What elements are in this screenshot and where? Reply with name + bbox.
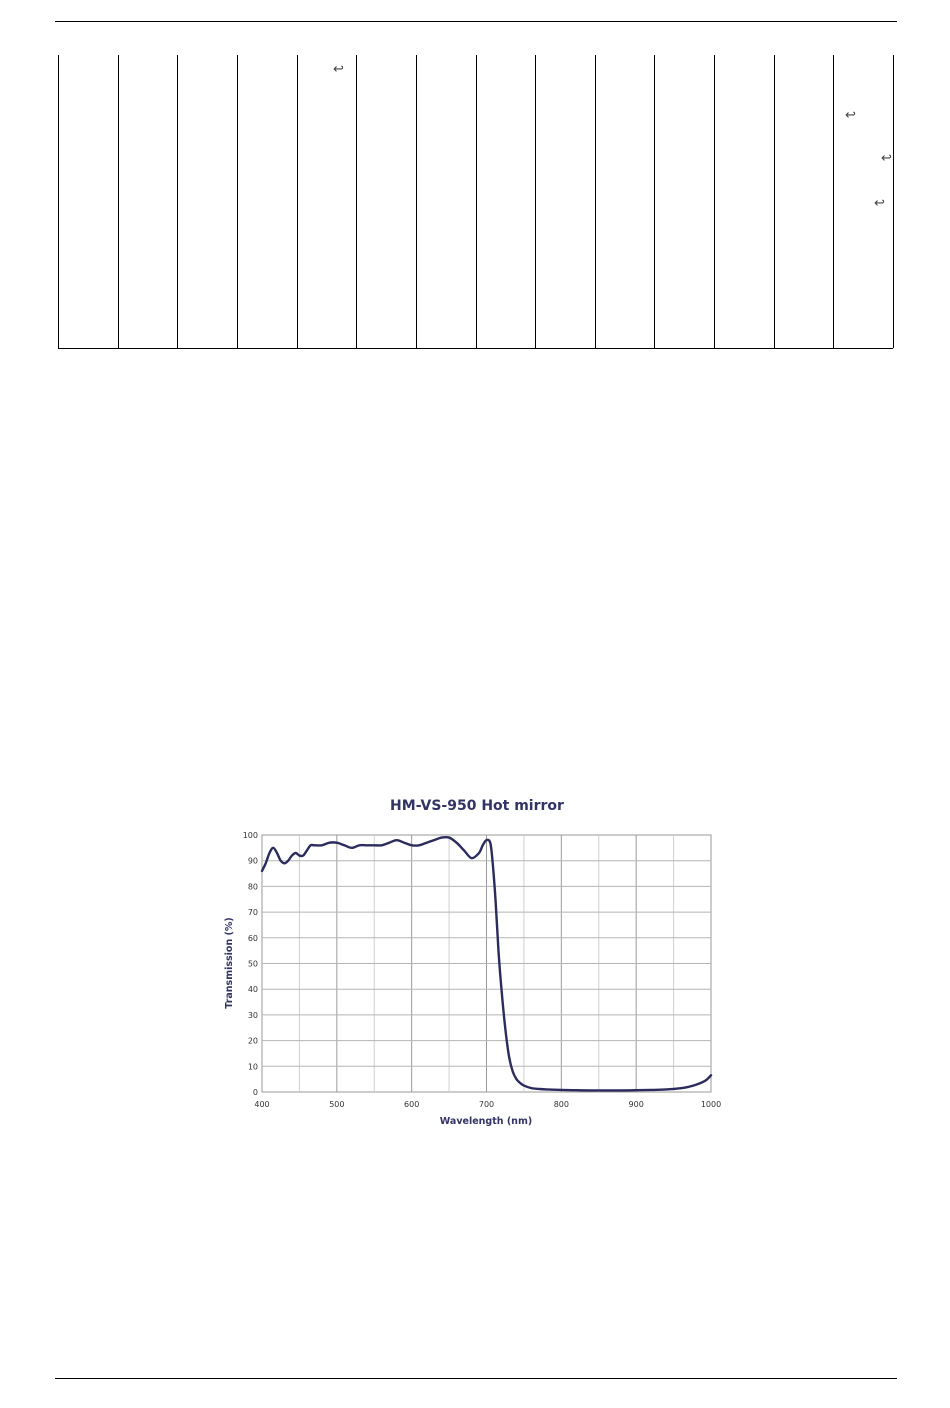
y-tick-label: 50 — [247, 959, 258, 969]
y-tick-label: 20 — [247, 1036, 258, 1046]
paragraph-mark: ↩ — [881, 151, 892, 166]
paragraph-mark: ↩ — [874, 196, 885, 211]
x-tick-label: 500 — [329, 1100, 345, 1109]
transmission-chart — [210, 790, 750, 1135]
y-tick-label: 100 — [242, 831, 258, 840]
y-tick-label: 70 — [247, 908, 258, 918]
footer-rule — [55, 1378, 897, 1379]
x-tick-label: 700 — [478, 1100, 495, 1109]
y-tick-label: 90 — [247, 856, 258, 866]
y-tick-label: 80 — [247, 882, 258, 892]
paragraph-mark: ↩ — [333, 62, 344, 77]
y-tick-label: 40 — [247, 985, 258, 995]
table-grid-lines — [58, 55, 894, 349]
y-tick-label: 30 — [247, 1010, 258, 1020]
empty-table — [0, 0, 950, 360]
x-tick-label: 1000 — [700, 1100, 722, 1109]
y-axis-label: Transmission (%) — [224, 917, 235, 1009]
y-tick-label: 0 — [252, 1088, 258, 1097]
y-tick-label: 60 — [247, 933, 258, 943]
x-tick-label: 600 — [404, 1100, 420, 1109]
x-tick-labels — [254, 1100, 721, 1109]
y-tick-labels — [243, 831, 258, 1097]
chart-title: HM-VS-950 Hot mirror — [390, 798, 564, 814]
paragraph-mark: ↩ — [845, 108, 856, 123]
x-tick-label: 800 — [553, 1100, 569, 1109]
x-tick-label: 400 — [254, 1100, 270, 1109]
x-tick-label: 900 — [628, 1100, 644, 1109]
y-tick-label: 10 — [247, 1062, 258, 1072]
x-axis-label: Wavelength (nm) — [439, 1116, 533, 1127]
